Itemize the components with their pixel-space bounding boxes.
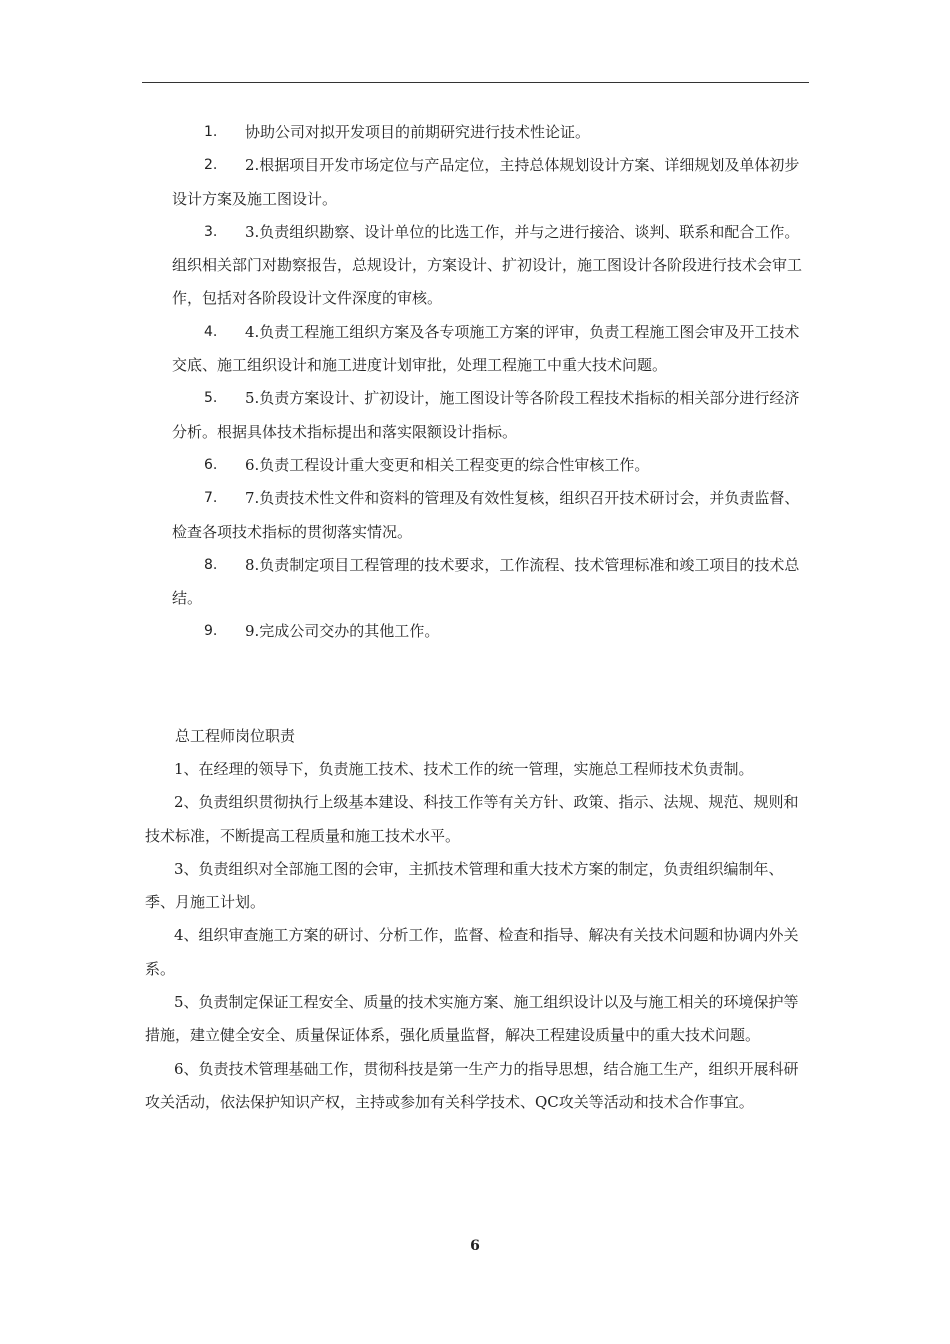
chief-engineer-duties <box>145 753 811 1119</box>
list-item <box>172 449 812 482</box>
list-item-number: 5. <box>204 390 218 407</box>
list-item-number: 1. <box>204 124 218 140</box>
list-item-text: 4.负责工程施工组织方案及各专项施工方案的评审，负责工程施工图会审及开工技术交底、施工组织设计和施工进度计划审批，处理工程施工中重大技术问题。 <box>172 322 800 375</box>
list-item-number: 6. <box>204 456 218 473</box>
list-item <box>172 382 812 449</box>
list-item <box>172 149 812 216</box>
list-item-number: 7. <box>204 490 218 507</box>
list-item-text: 5.负责方案设计、扩初设计，施工图设计等各阶段工程技术指标的相关部分进行经济分析。根据具体技术指标提出和落实限额设计指标。 <box>172 389 800 441</box>
duty-paragraph: 6、负责技术管理基础工作，贯彻科技是第一生产力的指导思想，结合施工生产，组织开展科研攻关活动，依法保护知识产权，主持或参加有关科学技术、QC攻关等活动和技术合作事宜。 <box>145 1059 799 1111</box>
section-title: 总工程师岗位职责 <box>175 727 296 745</box>
list-item <box>172 615 812 648</box>
list-item-number: 3. <box>204 223 218 240</box>
list-item-number: 8. <box>204 556 218 573</box>
list-item <box>172 482 812 549</box>
list-item <box>172 216 812 316</box>
duty-paragraph: 1、在经理的领导下，负责施工技术、技术工作的统一管理，实施总工程师技术负责制。 <box>174 760 754 778</box>
list-item-text: 3.负责组织勘察、设计单位的比选工作，并与之进行接洽、谈判、联系和配合工作。组织相关部门对勘察报告，总规设计，方案设计、扩初设计，施工图设计各阶段进行技术会审工作，包括对各阶段设计文件深度的审核。 <box>172 222 803 308</box>
list-item-text: 6.负责工程设计重大变更和相关工程变更的综合性审核工作。 <box>245 455 650 474</box>
duty-paragraph: 2、负责组织贯彻执行上级基本建设、科技工作等有关方针、政策、指示、法规、规范、规则和技术标准，不断提高工程质量和施工技术水平。 <box>145 793 799 845</box>
duty-paragraph: 3、负责组织对全部施工图的会审，主抓技术管理和重大技术方案的制定，负责组织编制年、季、月施工计划。 <box>145 859 784 912</box>
duty-paragraph: 5、负责制定保证工程安全、质量的技术实施方案、施工组织设计以及与施工相关的环境保护等措施，建立健全安全、质量保证体系，强化质量监督，解决工程建设质量中的重大技术问题。 <box>145 993 799 1045</box>
list-item-number: 9. <box>204 623 218 640</box>
list-item <box>172 116 812 149</box>
list-item-text: 2.根据项目开发市场定位与产品定位，主持总体规划设计方案、详细规划及单体初步设计方案及施工图设计。 <box>172 156 800 208</box>
list-item-number: 2. <box>204 157 218 174</box>
duty-paragraph: 4、组织审查施工方案的研讨、分析工作，监督、检查和指导、解决有关技术问题和协调内外关系。 <box>145 926 799 978</box>
list-item-text: 7.负责技术性文件和资料的管理及有效性复核，组织召开技术研讨会，并负责监督、检查各项技术指标的贯彻落实情况。 <box>172 489 800 541</box>
header-rule <box>142 82 809 83</box>
list-item <box>172 549 812 616</box>
page-number: 6 <box>470 1238 480 1254</box>
duties-list <box>172 116 812 649</box>
list-item-text: 9.完成公司交办的其他工作。 <box>245 622 440 641</box>
list-item-text: 协助公司对拟开发项目的前期研究进行技术性论证。 <box>245 123 591 141</box>
list-item-number: 4. <box>204 323 218 340</box>
list-item-text: 8.负责制定项目工程管理的技术要求，工作流程、技术管理标准和竣工项目的技术总结。 <box>172 555 800 608</box>
list-item <box>172 316 812 383</box>
